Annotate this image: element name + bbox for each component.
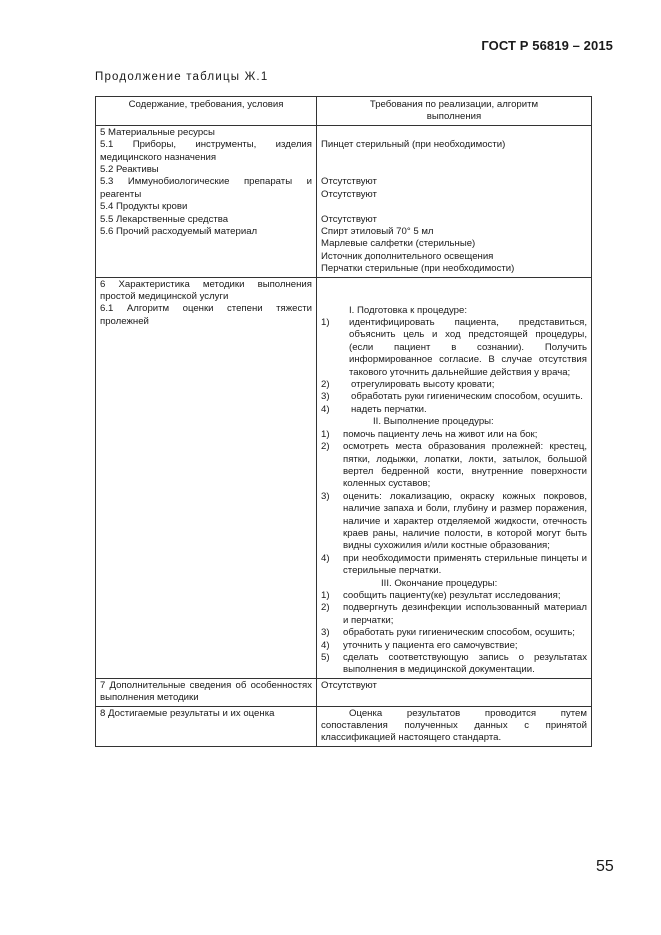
immuno-value-1: Отсутствуют	[321, 176, 377, 188]
drugs-value: Отсутствуют	[321, 213, 377, 225]
table-row-resources	[96, 125, 592, 277]
exec-step-4-text: при необходимости применять стерильные пинцеты и стерильные перчатки.	[343, 552, 587, 577]
immuno-value-2: Отсутствуют	[321, 188, 377, 200]
end-step-5-number: 5)	[321, 652, 330, 664]
results-right-cell: Оценка результатов проводится путем сопоставления полученных данных с принятой классификацией настоящего стандарта.	[317, 706, 592, 746]
prep-step-4	[321, 404, 587, 416]
end-step-5-text: сделать соответствующую запись о результатах выполнения в медицинской документации.	[343, 652, 587, 676]
prep-title: I. Подготовка к процедуре:	[349, 304, 468, 316]
prep-step-2	[321, 379, 587, 391]
other-material-3: Источник дополнительного освещения	[321, 250, 494, 262]
exec-step-2	[321, 441, 587, 491]
prep-step-1-number: 1)	[321, 317, 330, 329]
features-right-cell: Отсутствуют	[317, 678, 592, 706]
resources-right-cell	[317, 125, 592, 277]
end-step-3-text: обработать руки гигиеническим способом, осушить;	[343, 627, 575, 639]
end-step-2-text: подвергнуть дезинфекции использованный материал и перчатки;	[343, 602, 587, 626]
table-row-results	[96, 706, 592, 746]
resources-item-5-4: 5.4 Продукты крови	[100, 201, 188, 213]
end-step-3	[321, 627, 587, 639]
method-left-cell	[96, 277, 317, 678]
end-step-4	[321, 640, 587, 652]
prep-step-2-number: 2)	[321, 379, 330, 391]
exec-step-3	[321, 491, 587, 553]
column-header-content: Содержание, требования, условия	[96, 97, 317, 126]
other-material-2: Марлевые салфетки (стерильные)	[321, 238, 476, 250]
end-step-2	[321, 602, 587, 627]
resources-title: 5 Материальные ресурсы	[100, 126, 215, 138]
resources-item-5-3: 5.3 Иммунобиологические препараты и реагенты	[100, 176, 312, 200]
exec-step-4	[321, 553, 587, 578]
prep-step-3-text: обработать руки гигиеническим способом, осушить.	[351, 391, 583, 403]
exec-step-1-number: 1)	[321, 428, 330, 440]
resources-item-5-5: 5.5 Лекарственные средства	[100, 213, 229, 225]
end-step-1-number: 1)	[321, 589, 330, 601]
table-row-method	[96, 277, 592, 678]
end-step-4-text: уточнить у пациента его самочувствие;	[343, 639, 518, 651]
resources-item-5-6: 5.6 Прочий расходуемый материал	[100, 226, 258, 238]
exec-step-2-text: осмотреть места образования пролежней: крестец, пятки, лодыжки, лопатки, локти, затылок, большой вертел бедренной кости, внутренние поверхности коленных суставов;	[343, 441, 587, 490]
features-left-cell: 7 Дополнительные сведения об особенностях выполнения методики	[96, 678, 317, 706]
requirements-table	[95, 96, 592, 747]
end-step-1-text: сообщить пациенту(ке) результат исследования;	[343, 589, 561, 601]
other-material-1: Спирт этиловый 70° 5 мл	[321, 226, 434, 238]
end-title: III. Окончание процедуры:	[381, 577, 498, 589]
prep-step-1	[321, 317, 587, 379]
prep-step-3	[321, 391, 587, 403]
exec-title: II. Выполнение процедуры:	[373, 416, 494, 428]
end-step-2-number: 2)	[321, 602, 330, 614]
page-number: 55	[596, 858, 614, 875]
exec-step-3-number: 3)	[321, 490, 330, 502]
exec-step-4-number: 4)	[321, 552, 330, 564]
exec-step-2-number: 2)	[321, 441, 330, 453]
method-title: 6 Характеристика методики выполнения простой медицинской услуги	[100, 278, 312, 303]
results-left-cell: 8 Достигаемые результаты и их оценка	[96, 706, 317, 746]
table-header-row	[96, 97, 592, 126]
table-caption: Продолжение таблицы Ж.1	[95, 71, 269, 83]
column-header-requirements: Требования по реализации, алгоритм выполнения	[317, 97, 592, 126]
standard-number: ГОСТ Р 56819 – 2015	[481, 38, 613, 53]
method-right-cell	[317, 277, 592, 678]
resources-item-5-1: 5.1 Приборы, инструменты, изделия медицинского назначения	[100, 139, 312, 163]
prep-step-3-number: 3)	[321, 391, 330, 403]
resources-item-5-2: 5.2 Реактивы	[100, 164, 159, 176]
end-step-3-number: 3)	[321, 627, 330, 639]
prep-step-4-number: 4)	[321, 403, 330, 415]
prep-step-4-text: надеть перчатки.	[351, 403, 427, 415]
instruments-value: Пинцет стерильный (при необходимости)	[321, 139, 506, 151]
end-step-5	[321, 652, 587, 677]
exec-step-3-text: оценить: локализацию, окраску кожных покровов, наличие запаха и боли, глубину и размер поражения, наличие и характер отделяемой жидкости, отечность краев раны, наличие полости, в которой могут быть видны сухожилия и/или костные образования;	[343, 490, 587, 552]
exec-step-1	[321, 429, 587, 441]
prep-step-1-text: идентифицировать пациента, представиться, объяснить цель и ход предстоящей процедуры, (если пациент в сознании). Получить информированное согласие. В случае отсутствия такового уточнить дальнейшие действия у врача;	[349, 317, 587, 378]
exec-step-1-text: помочь пациенту лечь на живот или на бок;	[343, 428, 538, 440]
end-step-4-number: 4)	[321, 639, 330, 651]
end-step-1	[321, 590, 587, 602]
resources-left-cell	[96, 125, 317, 277]
other-material-4: Перчатки стерильные (при необходимости)	[321, 263, 515, 275]
prep-step-2-text: отрегулировать высоту кровати;	[351, 379, 495, 391]
table-row-features	[96, 678, 592, 706]
method-subtitle: 6.1 Алгоритм оценки степени тяжести пролежней	[100, 303, 312, 327]
